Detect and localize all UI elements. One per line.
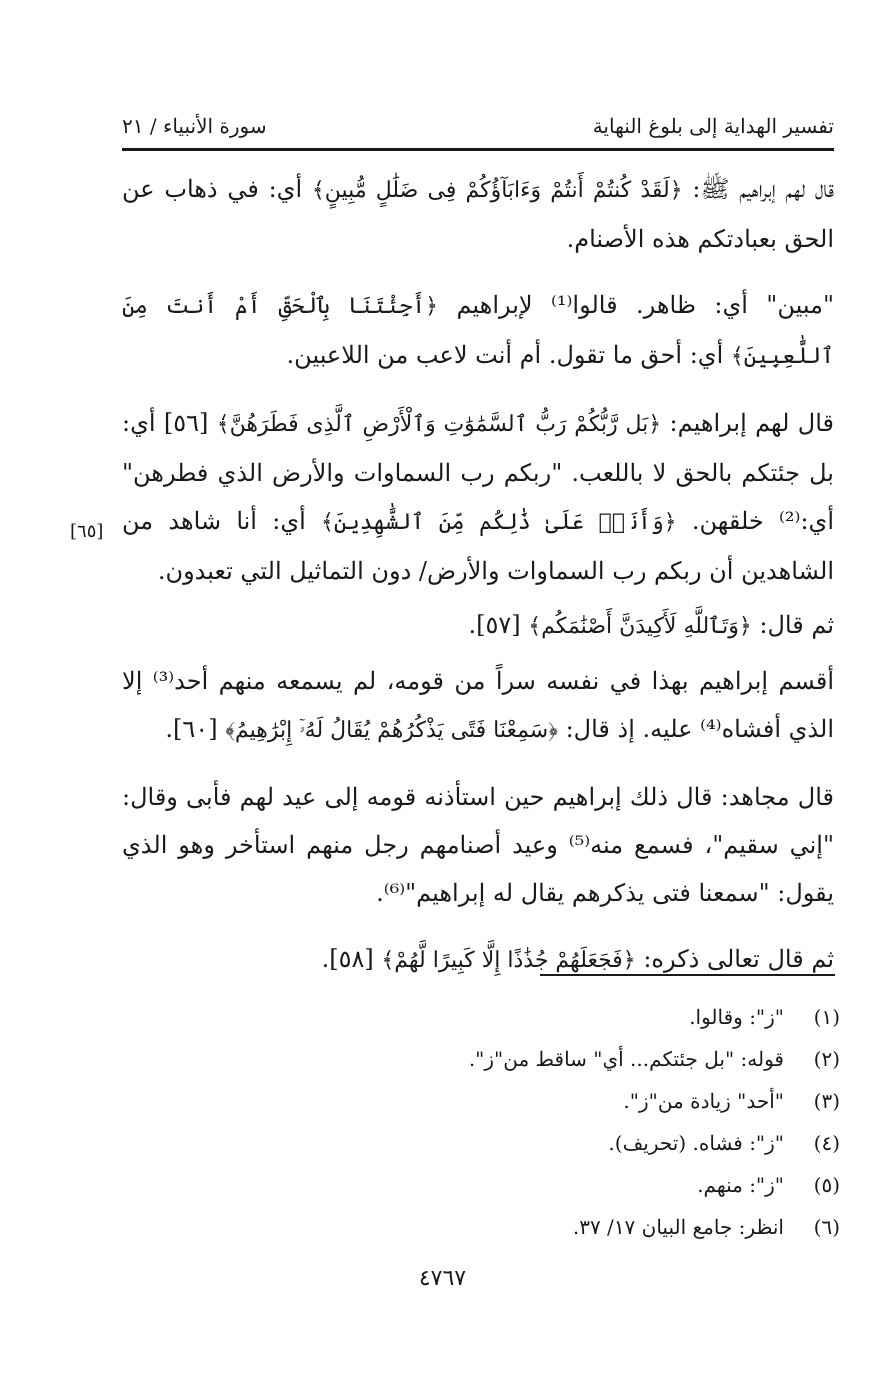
- text-span: "مبين" أي: ظاهر. قالوا⁽¹⁾ لإبراهيم: [438, 291, 834, 319]
- text-span: ثم قال:: [751, 611, 834, 639]
- footnote: [122, 1080, 840, 1122]
- text-span: أي: أحق ما تقول. أم أنت لاعب من اللاعبين.: [286, 341, 731, 369]
- paragraph: [122, 601, 834, 651]
- footnote: [122, 996, 840, 1038]
- footnote-text: "أحد" زيادة من"ز".: [623, 1089, 784, 1113]
- paragraph: [122, 773, 834, 917]
- footnote-number: (٢): [813, 1047, 840, 1071]
- footnote: [122, 1122, 840, 1164]
- footnote: [122, 1038, 840, 1080]
- footnote-text: "ز": وقالوا.: [689, 1005, 784, 1029]
- quran-verse: ﴿فَجَعَلَهُمْ جُذَٰذًا إِلَّا كَبِيرًا لَّهُمْ﴾: [381, 948, 636, 973]
- quran-verse: ﴿لَقَدْ كُنتُمْ أَنتُمْ وَءَابَآؤُكُمْ فِى ضَلَٰلٍ مُّبِينٍ﴾: [311, 178, 683, 203]
- book-title: تفسير الهداية إلى بلوغ النهاية: [592, 114, 834, 138]
- paragraph: [122, 657, 834, 755]
- paragraph: [122, 281, 834, 381]
- footnote-rule: [540, 974, 835, 976]
- quran-verse: ﴿سَمِعْنَا فَتًى يَذْكُرُهُمْ يُقَالُ لَهُۥٓ إِبْرَٰهِيمُ﴾: [225, 718, 558, 743]
- text-span: قال لهم إبراهيم:: [661, 409, 834, 437]
- footnote-text: انظر: جامع البيان ١٧/ ٣٧.: [572, 1215, 784, 1239]
- text-span: [٥٦] أي: بل جئتكم بالحق لا باللعب. "ربكم رب السماوات والأرض الذي فطرهن" أي:⁽²⁾ خلقهن.: [122, 409, 834, 535]
- quran-verse: ﴿وَتَٱللَّهِ لَأَكِيدَنَّ أَصْنَٰمَكُم﴾: [528, 614, 752, 639]
- footnote-text: "ز": منهم.: [697, 1173, 784, 1197]
- text-span: [٥٧].: [468, 611, 529, 639]
- paragraph: [122, 165, 834, 263]
- footnote-number: (٦): [813, 1215, 840, 1239]
- text-span: أي: في ذهاب عن الحق بعبادتكم هذه الأصنام.: [122, 175, 834, 253]
- footnote-text: "ز": فشاه. (تحريف).: [608, 1131, 784, 1155]
- footnote-text: قوله: "بل جئتكم... أي" ساقط من"ز".: [468, 1047, 784, 1071]
- text-span: قال مجاهد: قال ذلك إبراهيم حين استأذنه قومه إلى عيد لهم فأبى وقال: "إني سقيم"، فسمع منه⁽⁵⁾ وعيد أصنامهم رجل منهم استأخر وهو الذي يقول: "سمعنا فتى يذكرهم يقال له إبراهيم"⁽⁶⁾.: [122, 783, 834, 907]
- paragraph: [122, 935, 834, 985]
- footnotes: [122, 996, 840, 1248]
- footnote-number: (١): [813, 1005, 840, 1029]
- footnote-number: (٣): [813, 1089, 840, 1113]
- running-header: [122, 106, 834, 146]
- text-span: [٥٨].: [321, 945, 382, 973]
- footnote-number: (٤): [813, 1131, 840, 1155]
- page-number: ٤٧٦٧: [418, 1266, 467, 1291]
- header-rule: [122, 148, 834, 151]
- paragraph: [122, 399, 834, 595]
- quran-verse: ﴿بَل رَّبُّكُمْ رَبُّ ٱلسَّمَٰوَٰتِ وَٱلْأَرْضِ ٱلَّذِى فَطَرَهُنَّ﴾: [216, 412, 662, 437]
- footnote-number: (٥): [813, 1173, 840, 1197]
- margin-page-marker: [٦٥]: [70, 521, 104, 542]
- surah-label: سورة الأنبياء / ٢١: [122, 114, 267, 138]
- quran-verse: ﴿أَجِئْتَنَا بِٱلْحَقِّ أَمْ أَنتَ مِنَ ٱللَّٰعِبِينَ﴾: [122, 294, 834, 369]
- text-span: أي: أنا شاهد من الشاهدين أن ربكم رب السماوات والأرض/ دون التماثيل التي تعبدون.: [122, 507, 834, 585]
- text-span: ثم قال تعالى ذكره:: [635, 945, 834, 973]
- text-span: أقسم إبراهيم بهذا في نفسه سراً من قومه، لم يسمعه منهم أحد⁽³⁾ إلا الذي أفشاه⁽⁴⁾ عليه. إذ قال:: [122, 667, 834, 743]
- text-span: [٦٠].: [165, 715, 226, 743]
- text-span: قال لهم إبراهيم ﷺ:: [682, 175, 834, 203]
- quran-verse: ﴿وَأَنَا۠ عَلَىٰ ذَٰلِكُم مِّنَ ٱلشَّٰهِدِينَ﴾: [321, 510, 677, 535]
- footnote: [122, 1206, 840, 1248]
- footnote: [122, 1164, 840, 1206]
- main-text: [122, 165, 834, 1003]
